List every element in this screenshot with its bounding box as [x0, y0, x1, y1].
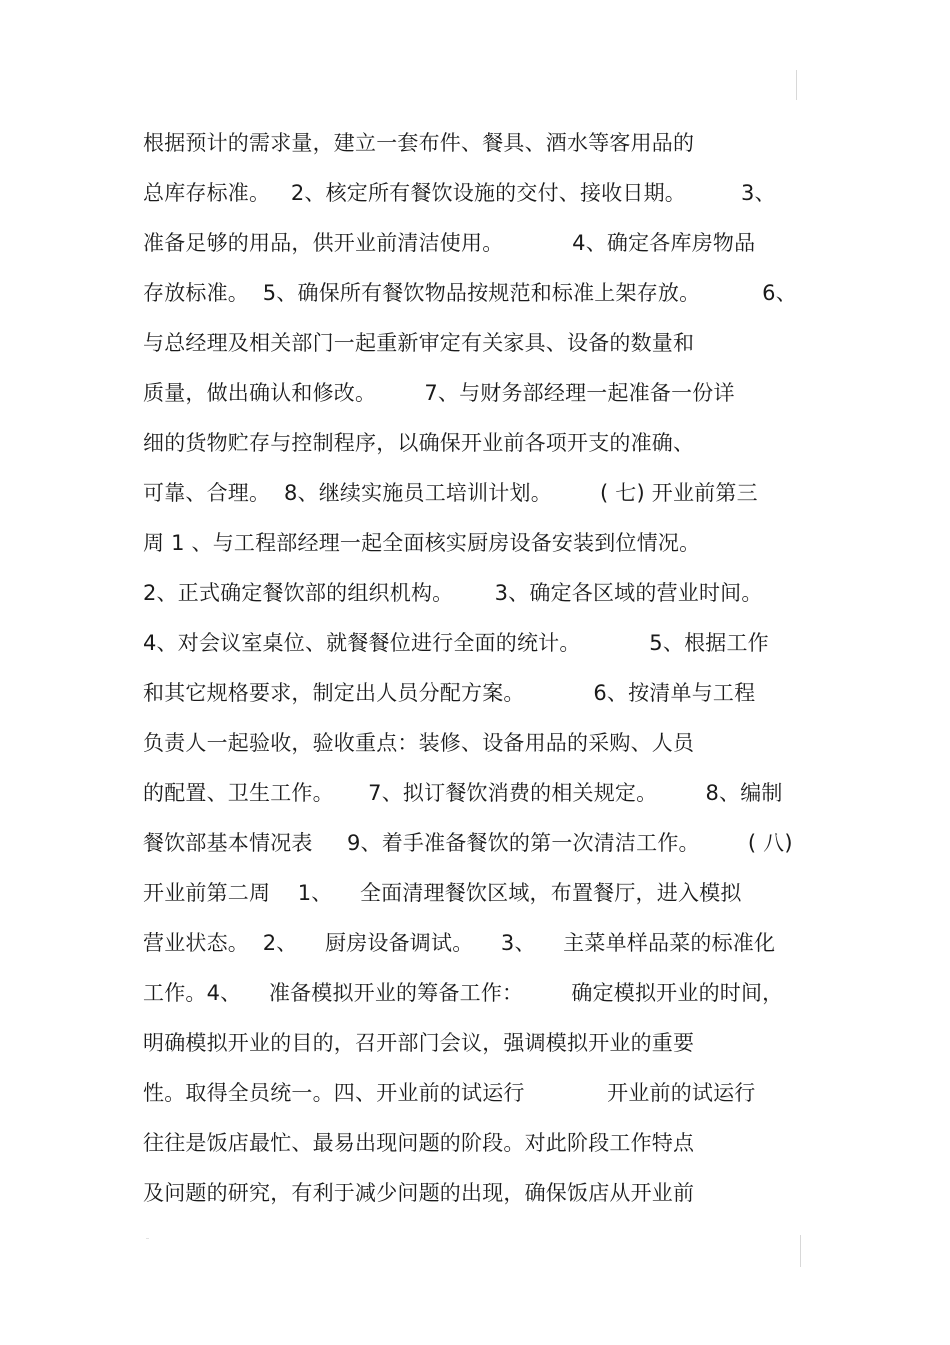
text-line: 准备足够的用品，供开业前清洁使用。 4、确定各库房物品 [143, 231, 756, 255]
text-line: 可靠、合理。 8、继续实施员工培训计划。 ( 七) 开业前第三 [143, 481, 758, 505]
text-line: 总库存标准。 2、核定所有餐饮设施的交付、接收日期。 3、 [143, 181, 776, 205]
text-line: 质量，做出确认和修改。 7、与财务部经理一起准备一份详 [143, 381, 735, 405]
text-line: 和其它规格要求，制定出人员分配方案。 6、按清单与工程 [143, 681, 756, 705]
text-line: 存放标准。 5、确保所有餐饮物品按规范和标准上架存放。 6、 [143, 281, 797, 305]
text-line: 与总经理及相关部门一起重新审定有关家具、设备的数量和 [143, 331, 695, 355]
text-line: 营业状态。 2、 厨房设备调试。 3、 主菜单样品菜的标准化 [143, 931, 776, 955]
text-line: 4、对会议室桌位、就餐餐位进行全面的统计。 5、根据工作 [143, 631, 769, 655]
body-text [143, 118, 833, 1218]
margin-dot [146, 1238, 149, 1239]
text-line: 开业前第二周 1、 全面清理餐饮区域，布置餐厅，进入模拟 [143, 881, 742, 905]
text-line: 餐饮部基本情况表 9、着手准备餐饮的第一次清洁工作。 ( 八) [143, 831, 793, 855]
text-line: 性。取得全员统一。四、开业前的试运行 开业前的试运行 [143, 1081, 756, 1105]
margin-mark-bottom [800, 1235, 801, 1267]
text-line: 细的货物贮存与控制程序，以确保开业前各项开支的准确、 [143, 431, 695, 455]
text-line: 明确模拟开业的目的，召开部门会议，强调模拟开业的重要 [143, 1031, 695, 1055]
text-line: 根据预计的需求量，建立一套布件、餐具、酒水等客用品的 [143, 131, 695, 155]
text-line: 工作。4、 准备模拟开业的筹备工作： 确定模拟开业的时间， [143, 981, 784, 1005]
text-line: 周 1 、与工程部经理一起全面核实厨房设备安装到位情况。 [143, 531, 701, 555]
text-line: 2、正式确定餐饮部的组织机构。 3、确定各区域的营业时间。 [143, 581, 763, 605]
text-line: 的配置、卫生工作。 7、拟订餐饮消费的相关规定。 8、编制 [143, 781, 783, 805]
text-line: 往往是饭店最忙、最易出现问题的阶段。对此阶段工作特点 [143, 1131, 695, 1155]
text-line: 及问题的研究，有利于减少问题的出现，确保饭店从开业前 [143, 1181, 695, 1205]
margin-mark-top [796, 70, 797, 100]
text-line: 负责人一起验收，验收重点：装修、设备用品的采购、人员 [143, 731, 695, 755]
